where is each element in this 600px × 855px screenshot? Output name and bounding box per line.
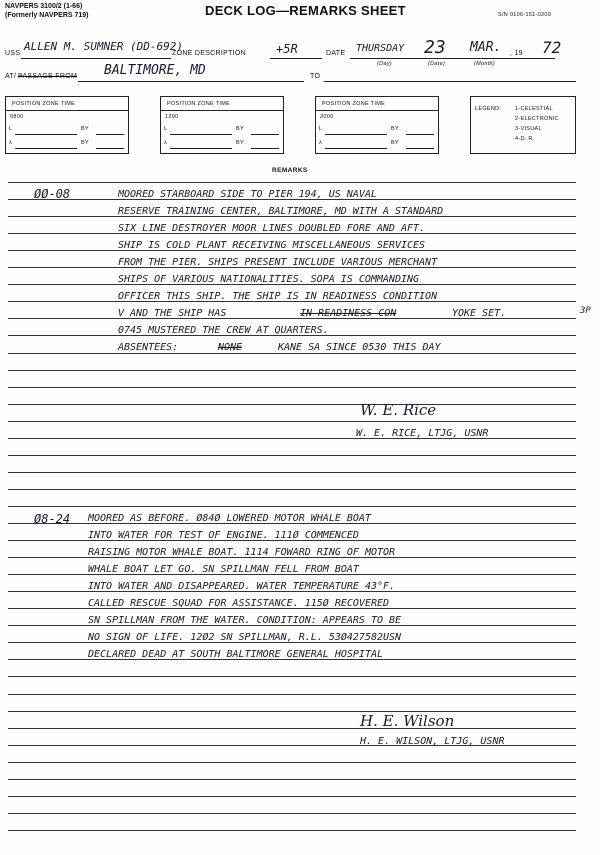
year-value: 72 bbox=[542, 38, 562, 57]
ruled-line bbox=[8, 694, 576, 695]
struck-text: IN READINESS CON bbox=[300, 308, 397, 319]
ruled-line bbox=[8, 830, 576, 831]
year-prefix: , 19 bbox=[510, 50, 523, 57]
legend-box bbox=[470, 96, 576, 154]
entry-line: SIX LINE DESTROYER MOOR LINES DOUBLED FORE AND AFT. bbox=[118, 223, 426, 234]
ruled-line bbox=[8, 438, 576, 439]
zone-description-label: ZONE DESCRIPTION bbox=[172, 50, 247, 57]
signer-name: H. E. WILSON, LTJG, USNR bbox=[360, 736, 505, 747]
entry-time: ØØ-08 bbox=[34, 187, 71, 201]
entry-line: KANE SA SINCE 0530 THIS DAY bbox=[278, 342, 441, 353]
date-value: 23 bbox=[424, 37, 446, 58]
entry-line: INTO WATER AND DISAPPEARED. WATER TEMPERATURE 43°F. bbox=[88, 581, 396, 592]
entry-line: SHIPS OF VARIOUS NATIONALITIES. SOPA IS COMMANDING bbox=[118, 274, 420, 285]
position-time: 1200 bbox=[165, 114, 179, 120]
ruled-line bbox=[8, 779, 576, 780]
margin-note: 3P bbox=[580, 306, 591, 316]
ruled-line bbox=[8, 506, 576, 507]
signer-name: W. E. RICE, LTJG, USNR bbox=[356, 428, 489, 439]
position-time: 0800 bbox=[10, 114, 24, 120]
ruled-line bbox=[8, 762, 576, 763]
form-number: NAVPERS 3100/2 (1-66) bbox=[5, 3, 83, 10]
entry-line: RAISING MOTOR WHALE BOAT. 1114 FOWARD RING OF MOTOR bbox=[88, 547, 396, 558]
ruled-line bbox=[8, 455, 576, 456]
month-value: MAR. bbox=[470, 40, 502, 55]
at-label: AT/ bbox=[5, 73, 17, 80]
ruled-line bbox=[8, 404, 576, 405]
to-label: TO bbox=[310, 73, 321, 80]
passage-from-label: PASSAGE FROM bbox=[18, 73, 78, 80]
entry-line: CALLED RESCUE SQUAD FOR ASSISTANCE. 115Ø RECOVERED bbox=[88, 598, 390, 609]
form-former: (Formerly NAVPERS 719) bbox=[5, 12, 89, 19]
legend-title: LEGEND: bbox=[475, 106, 502, 112]
ruled-line bbox=[8, 182, 576, 183]
ruled-line bbox=[8, 676, 576, 677]
entry-line: SHIP IS COLD PLANT RECEIVING MISCELLANEOUS SERVICES bbox=[118, 240, 426, 251]
zone-value: +5R bbox=[276, 42, 298, 56]
date-caption: (Date) bbox=[428, 61, 446, 67]
entry-line: INTO WATER FOR TEST OF ENGINE. 111Ø COMMENCED bbox=[88, 530, 359, 541]
uss-label: USS bbox=[5, 50, 21, 57]
entry-line: ABSENTEES: bbox=[118, 342, 179, 353]
entry-line: MOORED AS BEFORE. Ø84Ø LOWERED MOTOR WHALE BOAT bbox=[88, 513, 371, 524]
ruled-line bbox=[8, 728, 576, 729]
position-box-2000: POSITION ZONE TIME 2000 L BY λ BY bbox=[315, 96, 439, 154]
entry-line: YOKE SET. bbox=[452, 308, 507, 319]
position-box-1200: POSITION ZONE TIME 1200 L BY λ BY bbox=[160, 96, 284, 154]
signature-wilson: H. E. Wilson bbox=[360, 712, 455, 730]
entry-time: Ø8-24 bbox=[34, 512, 71, 526]
entry-line: DECLARED DEAD AT SOUTH BALTIMORE GENERAL HOSPITAL bbox=[88, 649, 384, 660]
entry-line: WHALE BOAT LET GO. SN SPILLMAN FELL FROM BOAT bbox=[88, 564, 359, 575]
entry-line: FROM THE PIER. SHIPS PRESENT INCLUDE VARIOUS MERCHANT bbox=[118, 257, 438, 268]
ruled-line bbox=[8, 353, 576, 354]
ruled-line bbox=[8, 472, 576, 473]
entry-line: 0745 MUSTERED THE CREW AT QUARTERS. bbox=[118, 325, 329, 336]
position-time: 2000 bbox=[320, 114, 334, 120]
remarks-heading: REMARKS bbox=[272, 167, 308, 174]
legend-item: 3-VISUAL bbox=[515, 126, 542, 132]
signature-rice: W. E. Rice bbox=[360, 401, 437, 419]
legend-item: 2-ELECTRONIC bbox=[515, 116, 559, 122]
ruled-line bbox=[8, 813, 576, 814]
legend-item: 1-CELESTIAL bbox=[515, 106, 553, 112]
legend-item: 4-D. R. bbox=[515, 136, 535, 142]
day-caption: (Day) bbox=[377, 61, 392, 67]
ruled-line bbox=[8, 387, 576, 388]
position-box-0800: POSITION ZONE TIME 0800 L BY λ BY bbox=[5, 96, 129, 154]
stock-number: S/N 0106-151-0200 bbox=[498, 12, 552, 18]
month-caption: (Month) bbox=[474, 61, 496, 67]
location-value: BALTIMORE, MD bbox=[104, 63, 206, 78]
ruled-line bbox=[8, 489, 576, 490]
ruled-line bbox=[8, 796, 576, 797]
entry-line: NO SIGN OF LIFE. 12Ø2 SN SPILLMAN, R.L. 53Ø427582USN bbox=[88, 632, 402, 643]
entry-line: V AND THE SHIP HAS bbox=[118, 308, 227, 319]
day-value: THURSDAY bbox=[356, 43, 405, 54]
ship-name: ALLEN M. SUMNER (DD-692) bbox=[24, 40, 183, 53]
entry-line: RESERVE TRAINING CENTER, BALTIMORE, MD WITH A STANDARD bbox=[118, 206, 444, 217]
struck-text: NONE bbox=[218, 342, 243, 353]
ruled-line bbox=[8, 421, 576, 422]
ruled-line bbox=[8, 711, 576, 712]
date-label: DATE bbox=[326, 50, 346, 57]
entry-line: MOORED STARBOARD SIDE TO PIER 194, US NAVAL bbox=[118, 189, 377, 200]
page-title: DECK LOG—REMARKS SHEET bbox=[205, 3, 406, 18]
entry-line: OFFICER THIS SHIP. THE SHIP IS IN READINESS CONDITION bbox=[118, 291, 438, 302]
ruled-line bbox=[8, 370, 576, 371]
entry-line: SN SPILLMAN FROM THE WATER. CONDITION: APPEARS TO BE bbox=[88, 615, 402, 626]
